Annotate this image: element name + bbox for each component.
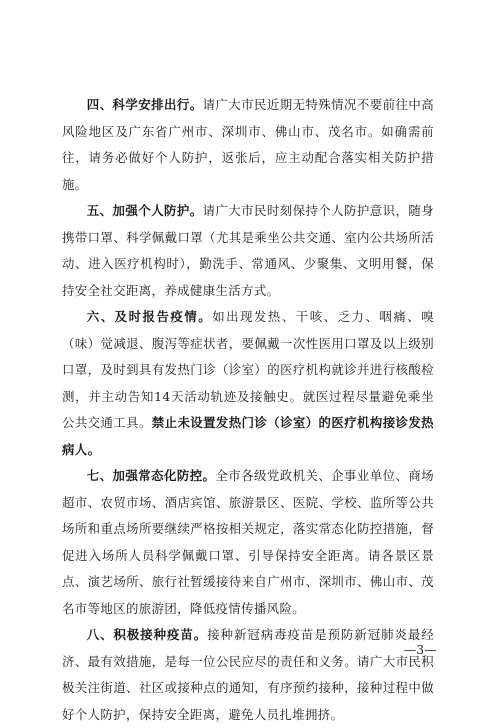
section-7	[62, 463, 434, 622]
section-heading: 六、及时报告疫情。	[86, 309, 213, 324]
section-bold-tail: 禁止未设置发热门诊（诊室）的医疗机构接诊发热病人。	[62, 415, 434, 457]
section-4	[62, 92, 434, 198]
section-body: 请广大市民时刻保持个人防护意识，随身携带口罩、科学佩戴口罩（尤其是乘坐公共交通、室内公共场所活动、进入医疗机构时），勤洗手、常通风、少聚集、文明用餐，保持安全社交距离，养成健康生活方式。	[62, 203, 434, 298]
section-heading: 七、加强常态化防控。	[86, 468, 216, 483]
section-body: 请广大市民近期无特殊情况不要前往中高风险地区及广东省广州市、深圳市、佛山市、茂名市。如确需前往，请务必做好个人防护，返张后，应主动配合落实相关防护措施。	[62, 97, 434, 192]
page-number: —3—	[403, 643, 437, 657]
section-body: 如出现发热、干咳、乏力、咽痛、嗅（味）觉减退、腹泻等症状者，要佩戴一次性医用口罩及以上级别口罩，及时到具有发热门诊（诊室）的医疗机构就诊并进行核酸检测，并主动告知14天活动轨迹及接触史。就医过程尽量避免乘坐公共交通工具。	[62, 309, 434, 430]
section-8	[62, 622, 434, 728]
section-5	[62, 198, 434, 304]
document-body	[62, 92, 434, 728]
section-6	[62, 304, 434, 463]
section-heading: 四、科学安排出行。	[86, 97, 203, 112]
section-body: 接种新冠病毒疫苗是预防新冠肺炎最经济、最有效措施，是每一位公民应尽的责任和义务。请广大市民积极关注街道、社区或接种点的通知，有序预约接种，接种过程中做好个人防护，保持安全距离，避免人员扎堆拥挤。	[62, 627, 434, 722]
section-heading: 八、积极接种疫苗。	[86, 627, 208, 642]
section-heading: 五、加强个人防护。	[86, 203, 203, 218]
section-body: 全市各级党政机关、企事业单位、商场超市、农贸市场、酒店宾馆、旅游景区、医院、学校、监所等公共场所和重点场所要继续严格按相关规定，落实常态化防控措施，督促进入场所人员科学佩戴口罩、引导保持安全距离。请各景区景点、演艺场所、旅行社暂缓接待来自广州市、深圳市、佛山市、茂名市等地区的旅游团，降低疫情传播风险。	[62, 468, 434, 616]
